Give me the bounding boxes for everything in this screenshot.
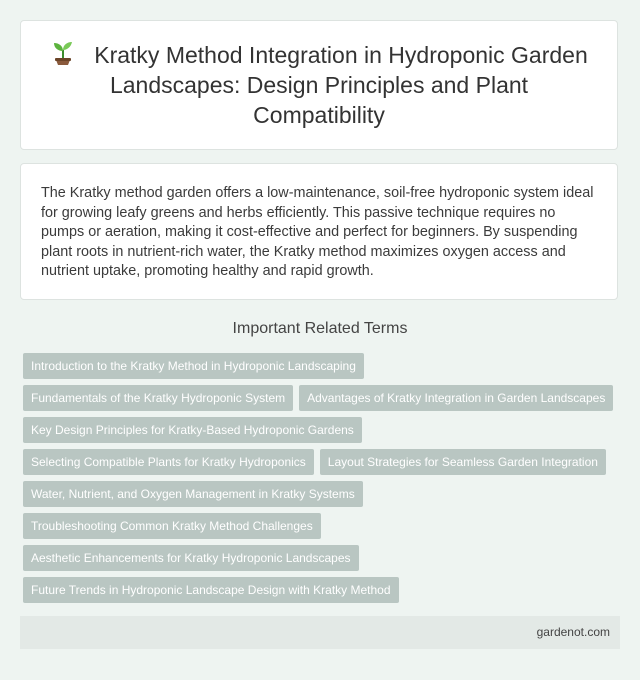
sprout-icon bbox=[50, 40, 76, 66]
related-terms-heading: Important Related Terms bbox=[232, 320, 408, 337]
related-terms-row bbox=[23, 513, 623, 539]
related-term-tag[interactable]: Troubleshooting Common Kratky Method Challenges bbox=[23, 513, 321, 539]
related-terms-row bbox=[23, 449, 623, 475]
title-text: Kratky Method Integration in Hydroponic Garden Landscapes: Design Principles and Plant Compatibility bbox=[94, 42, 588, 128]
related-term-tag[interactable]: Selecting Compatible Plants for Kratky Hydroponics bbox=[23, 449, 314, 475]
page-title bbox=[49, 40, 589, 130]
related-terms-row bbox=[23, 417, 623, 443]
related-term-tag[interactable]: Introduction to the Kratky Method in Hydroponic Landscaping bbox=[23, 353, 364, 379]
description-card bbox=[20, 163, 618, 300]
related-term-tag[interactable]: Layout Strategies for Seamless Garden Integration bbox=[320, 449, 606, 475]
related-terms-row bbox=[23, 481, 623, 507]
related-term-tag[interactable]: Water, Nutrient, and Oxygen Management in Kratky Systems bbox=[23, 481, 363, 507]
related-terms-list bbox=[23, 353, 623, 609]
related-terms-row bbox=[23, 353, 623, 379]
title-card bbox=[20, 20, 618, 150]
footer bbox=[20, 616, 620, 649]
related-term-tag[interactable]: Key Design Principles for Kratky-Based Hydroponic Gardens bbox=[23, 417, 362, 443]
related-terms-row bbox=[23, 385, 623, 411]
footer-site[interactable]: gardenot.com bbox=[536, 625, 610, 639]
related-term-tag[interactable]: Fundamentals of the Kratky Hydroponic System bbox=[23, 385, 293, 411]
related-term-tag[interactable]: Advantages of Kratky Integration in Garden Landscapes bbox=[299, 385, 613, 411]
related-term-tag[interactable]: Aesthetic Enhancements for Kratky Hydroponic Landscapes bbox=[23, 545, 359, 571]
related-terms-row bbox=[23, 577, 623, 603]
description-text: The Kratky method garden offers a low-maintenance, soil-free hydroponic system ideal for growing leafy greens and herbs efficiently. This passive technique requires no pumps or aeration, making it cost-effective and perfect for beginners. By suspending plant roots in nutrient-rich water, the Kratky method maximizes oxygen access and nutrient uptake, promoting healthy and rapid growth. bbox=[41, 185, 594, 279]
related-term-tag[interactable]: Future Trends in Hydroponic Landscape Design with Kratky Method bbox=[23, 577, 399, 603]
related-terms-row bbox=[23, 545, 623, 571]
